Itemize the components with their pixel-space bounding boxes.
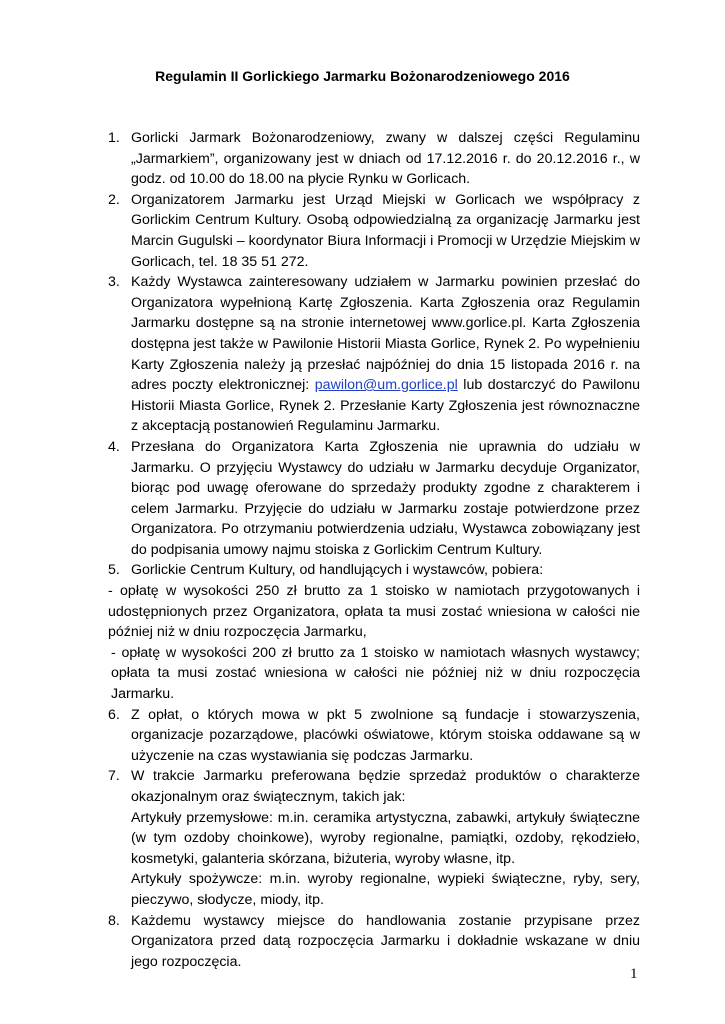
item-number: 8. bbox=[108, 912, 120, 929]
list-item bbox=[108, 560, 640, 704]
product-category-text: Artykuły przemysłowe: m.in. ceramika artystyczna, zabawki, artykuły świąteczne (w tym ozdoby choinkowe), wyroby regionalne, pamiątki, ozdoby, rękodzieło, kosmetyki, galanteria skórzana, biżuteria, wyroby własne, itp. bbox=[131, 809, 640, 867]
item-text: W trakcie Jarmarku preferowana będzie sprzedaż produktów o charakterze okazjonalnym oraz świątecznym, takich jak: bbox=[131, 768, 640, 805]
item-text: Gorlicki Jarmark Bożonarodzeniowy, zwany w dalszej części Regulaminu „Jarmarkiem”, organizowany jest w dniach od 17.12.2016 r. do 20.12.2016 r., w godz. od 10.00 do 18.00 na płycie Rynku w Gorlicach. bbox=[131, 130, 640, 188]
item-number: 3. bbox=[108, 274, 120, 291]
item-text-before: Każdy Wystawca zainteresowany udziałem w Jarmarku powinien przesłać do Organizatora wypełnioną Kartę Zgłoszenia. Karta Zgłoszenia oraz Regulamin Jarmarku dostępne są na stronie internetowej www.gorlice.pl. Karta Zgłoszenia dostępna jest także w Pawilonie Historii Miasta Gorlice, Rynek 2. Po wypełnieniu Karty Zgłoszenia należy ją przesłać najpóźniej do dnia 15 listopada 2016 r. na adres poczty elektronicznej: bbox=[131, 274, 640, 394]
item-number: 4. bbox=[108, 438, 120, 455]
list-item bbox=[108, 128, 640, 190]
item-number: 1. bbox=[108, 130, 120, 146]
list-item bbox=[108, 272, 640, 437]
item-number: 2. bbox=[108, 191, 120, 208]
item-text: Każdemu wystawcy miejsce do handlowania zostanie przypisane przez Organizatora przed datą rozpoczęcia Jarmarku i dokładnie wskazane w dniu jego rozpoczęcia. bbox=[131, 912, 640, 970]
list-item bbox=[108, 705, 640, 767]
item-text: Organizatorem Jarmarku jest Urząd Miejski w Gorlicach we współpracy z Gorlickim Centrum Kultury. Osobą odpowiedzialną za organizację Jarmarku jest Marcin Gugulski – koordynator Biura Informacji i Promocji w Urzędzie Miejskim w Gorlicach, tel. 18 35 51 272. bbox=[131, 191, 640, 270]
fee-option-text: - opłatę w wysokości 250 zł brutto za 1 stoisko w namiotach przygotowanych i udostępnionych przez Organizatora, opłata ta musi zostać wniesiona w całości nie później niż w dniu rozpoczęcia Jarmarku, bbox=[108, 583, 640, 641]
list-item bbox=[108, 766, 640, 910]
list-item bbox=[108, 911, 640, 973]
list-item bbox=[108, 190, 640, 272]
item-text bbox=[131, 272, 640, 437]
item-text: Gorlickie Centrum Kultury, od handlujących i wystawców, pobiera: bbox=[131, 562, 544, 579]
product-category-text: Artykuły spożywcze: m.in. wyroby regionalne, wypieki świąteczne, ryby, sery, pieczywo, słodycze, miody, itp. bbox=[131, 871, 640, 908]
email-link[interactable]: pawilon@um.gorlice.pl bbox=[314, 377, 458, 394]
item-text-after: lub dostarczyć do Pawilonu Historii Miasta Gorlice, Rynek 2. Przesłanie Karty Zgłoszenia jest równoznaczne z akceptacją postanowień Regulaminu Jarmarku. bbox=[131, 377, 640, 435]
list-item bbox=[108, 437, 640, 561]
regulation-list bbox=[108, 128, 640, 972]
page-number: 1 bbox=[630, 966, 638, 982]
item-number: 5. bbox=[108, 562, 120, 579]
item-number: 7. bbox=[108, 768, 120, 785]
document-title: Regulamin II Gorlickiego Jarmarku Bożonarodzeniowego 2016 bbox=[155, 68, 570, 84]
fee-option-text: - opłatę w wysokości 200 zł brutto za 1 stoisko w namiotach własnych wystawcy; opłata ta musi zostać wniesiona w całości nie później niż w dniu rozpoczęcia Jarmarku. bbox=[111, 644, 640, 703]
item-text: Przesłana do Organizatora Karta Zgłoszenia nie uprawnia do udziału w Jarmarku. O przyjęciu Wystawcy do udziału w Jarmarku decyduje Organizator, biorąc pod uwagę oferowane do sprzedaży produkty zgodne z charakterem i celem Jarmarku. Przyjęcie do udziału w Jarmarku zostaje potwierdzone przez Organizatora. Po otrzymaniu potwierdzenia udziału, Wystawca zobowiązany jest do podpisania umowy najmu stoiska z Gorlickim Centrum Kultury. bbox=[131, 438, 640, 558]
item-text: Z opłat, o których mowa w pkt 5 zwolnione są fundacje i stowarzyszenia, organizacje pozarządowe, placówki oświatowe, którym stoiska oddawane są w użyczenie na czas wystawiania się podczas Jarmarku. bbox=[131, 706, 640, 764]
item-number: 6. bbox=[108, 706, 120, 723]
